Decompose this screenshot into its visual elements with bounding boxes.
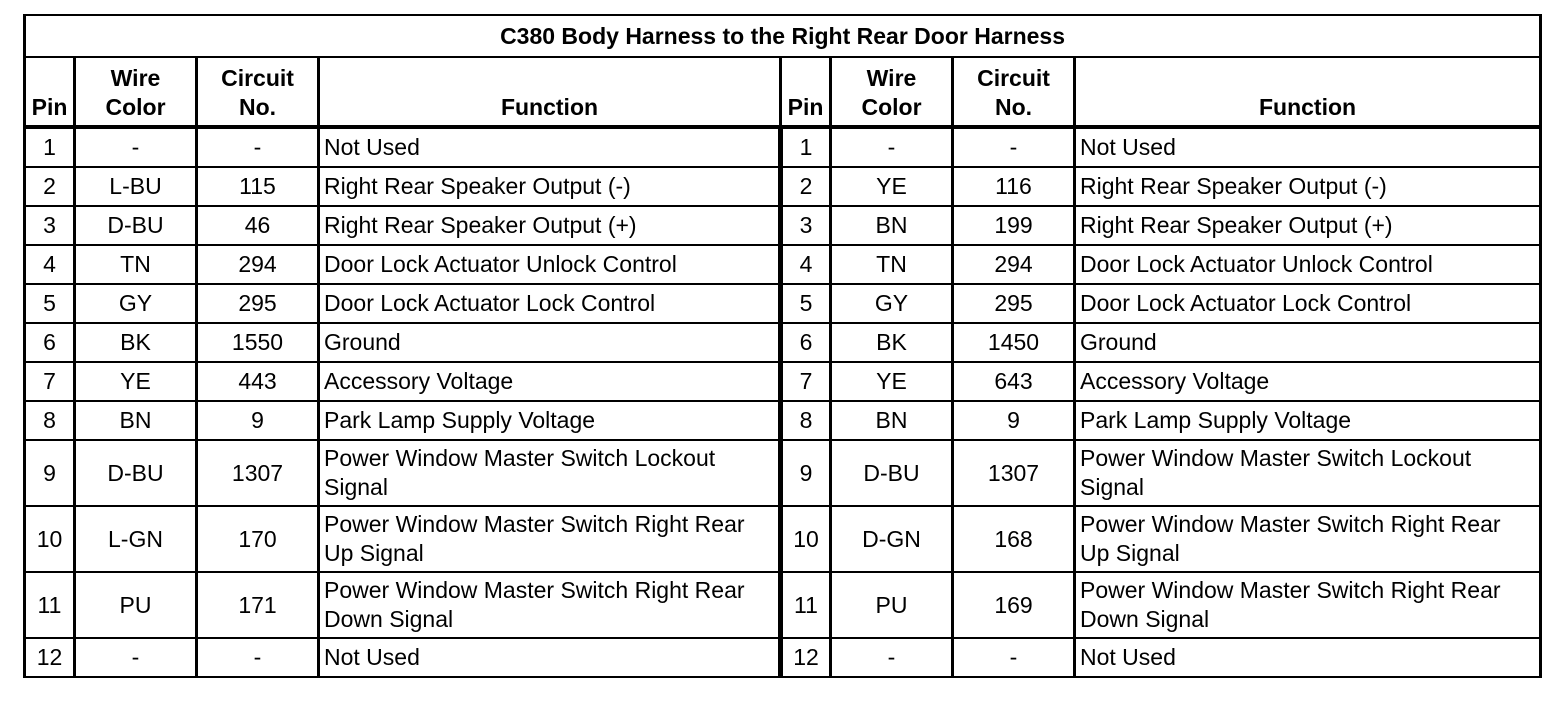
function-cell-left: Accessory Voltage — [319, 362, 781, 401]
table-row — [25, 638, 1541, 677]
circuit-no-cell-left: 115 — [197, 167, 319, 206]
table-row — [25, 401, 1541, 440]
table-row — [25, 245, 1541, 284]
wire-color-cell-left: TN — [75, 245, 197, 284]
wire-color-cell-right: BN — [831, 206, 953, 245]
header-circuit-no-right — [953, 57, 1075, 127]
wire-color-cell-left: GY — [75, 284, 197, 323]
circuit-no-cell-right: 294 — [953, 245, 1075, 284]
table-row — [25, 362, 1541, 401]
function-cell-left: Ground — [319, 323, 781, 362]
pin-cell-left: 10 — [25, 506, 75, 572]
circuit-no-cell-right: 9 — [953, 401, 1075, 440]
pin-cell-right: 8 — [781, 401, 831, 440]
wire-color-cell-left: BK — [75, 323, 197, 362]
header-pin-right: Pin — [781, 57, 831, 127]
function-cell-right: Accessory Voltage — [1075, 362, 1541, 401]
circuit-no-cell-left: 443 — [197, 362, 319, 401]
header-text: No. — [238, 94, 277, 120]
pin-cell-left: 12 — [25, 638, 75, 677]
pin-cell-right: 4 — [781, 245, 831, 284]
header-text: Wire — [866, 65, 917, 91]
circuit-no-cell-left: - — [197, 638, 319, 677]
header-text: Circuit — [977, 65, 1050, 91]
column-header-row — [25, 57, 1541, 127]
pin-cell-right: 10 — [781, 506, 831, 572]
header-function-right: Function — [1075, 57, 1541, 127]
function-cell-right: Ground — [1075, 323, 1541, 362]
header-wire-color-right — [831, 57, 953, 127]
wire-color-cell-left: PU — [75, 572, 197, 638]
wire-color-cell-right: PU — [831, 572, 953, 638]
circuit-no-cell-right: 169 — [953, 572, 1075, 638]
pin-cell-right: 2 — [781, 167, 831, 206]
function-cell-right: Park Lamp Supply Voltage — [1075, 401, 1541, 440]
function-cell-right: Not Used — [1075, 638, 1541, 677]
function-cell-right: Door Lock Actuator Lock Control — [1075, 284, 1541, 323]
function-cell-right: Right Rear Speaker Output (+) — [1075, 206, 1541, 245]
table-row — [25, 127, 1541, 167]
function-cell-left: Door Lock Actuator Lock Control — [319, 284, 781, 323]
pin-cell-left: 2 — [25, 167, 75, 206]
function-cell-left: Power Window Master Switch Lockout Signal — [319, 440, 781, 506]
connector-pinout-table — [23, 14, 1542, 678]
circuit-no-cell-left: 1307 — [197, 440, 319, 506]
table-row — [25, 284, 1541, 323]
table-row — [25, 323, 1541, 362]
table-row — [25, 506, 1541, 572]
header-text: Color — [105, 94, 166, 120]
function-cell-right: Power Window Master Switch Right Rear Up Signal — [1075, 506, 1541, 572]
wire-color-cell-right: BN — [831, 401, 953, 440]
function-cell-left: Right Rear Speaker Output (-) — [319, 167, 781, 206]
table-row — [25, 572, 1541, 638]
pin-cell-right: 9 — [781, 440, 831, 506]
header-text: Color — [861, 94, 922, 120]
circuit-no-cell-left: 295 — [197, 284, 319, 323]
pin-cell-right: 5 — [781, 284, 831, 323]
pin-cell-left: 8 — [25, 401, 75, 440]
function-cell-right: Right Rear Speaker Output (-) — [1075, 167, 1541, 206]
pin-cell-left: 6 — [25, 323, 75, 362]
circuit-no-cell-right: 199 — [953, 206, 1075, 245]
wire-color-cell-left: D-BU — [75, 206, 197, 245]
pin-cell-left: 1 — [25, 127, 75, 167]
wire-color-cell-right: - — [831, 638, 953, 677]
header-text: No. — [994, 94, 1033, 120]
pin-rows — [25, 127, 1541, 677]
wire-color-cell-left: - — [75, 638, 197, 677]
wire-color-cell-left: L-BU — [75, 167, 197, 206]
pin-cell-left: 4 — [25, 245, 75, 284]
wire-color-cell-left: - — [75, 127, 197, 167]
function-cell-left: Not Used — [319, 638, 781, 677]
wire-color-cell-left: BN — [75, 401, 197, 440]
pin-cell-left: 5 — [25, 284, 75, 323]
pin-cell-left: 7 — [25, 362, 75, 401]
wire-color-cell-right: - — [831, 127, 953, 167]
pin-cell-right: 11 — [781, 572, 831, 638]
wire-color-cell-left: YE — [75, 362, 197, 401]
circuit-no-cell-left: 170 — [197, 506, 319, 572]
function-cell-left: Power Window Master Switch Right Rear Down Signal — [319, 572, 781, 638]
wire-color-cell-right: YE — [831, 362, 953, 401]
wire-color-cell-left: D-BU — [75, 440, 197, 506]
circuit-no-cell-left: - — [197, 127, 319, 167]
header-text: Circuit — [221, 65, 294, 91]
circuit-no-cell-right: 295 — [953, 284, 1075, 323]
wire-color-cell-right: TN — [831, 245, 953, 284]
table-row — [25, 440, 1541, 506]
header-function-left: Function — [319, 57, 781, 127]
circuit-no-cell-right: - — [953, 638, 1075, 677]
circuit-no-cell-right: 643 — [953, 362, 1075, 401]
circuit-no-cell-left: 171 — [197, 572, 319, 638]
circuit-no-cell-right: 116 — [953, 167, 1075, 206]
circuit-no-cell-left: 1550 — [197, 323, 319, 362]
function-cell-left: Right Rear Speaker Output (+) — [319, 206, 781, 245]
pin-cell-left: 9 — [25, 440, 75, 506]
function-cell-left: Door Lock Actuator Unlock Control — [319, 245, 781, 284]
pin-cell-right: 3 — [781, 206, 831, 245]
table-title: C380 Body Harness to the Right Rear Door Harness — [25, 15, 1541, 57]
wire-color-cell-right: BK — [831, 323, 953, 362]
function-cell-left: Not Used — [319, 127, 781, 167]
table-row — [25, 206, 1541, 245]
pin-cell-right: 6 — [781, 323, 831, 362]
wire-color-cell-right: D-BU — [831, 440, 953, 506]
header-pin-left: Pin — [25, 57, 75, 127]
circuit-no-cell-right: 168 — [953, 506, 1075, 572]
function-cell-left: Park Lamp Supply Voltage — [319, 401, 781, 440]
function-cell-right: Door Lock Actuator Unlock Control — [1075, 245, 1541, 284]
table-row — [25, 167, 1541, 206]
wire-color-cell-left: L-GN — [75, 506, 197, 572]
function-cell-left: Power Window Master Switch Right Rear Up Signal — [319, 506, 781, 572]
pin-cell-right: 12 — [781, 638, 831, 677]
wire-color-cell-right: YE — [831, 167, 953, 206]
pin-cell-left: 11 — [25, 572, 75, 638]
circuit-no-cell-right: 1307 — [953, 440, 1075, 506]
circuit-no-cell-left: 46 — [197, 206, 319, 245]
wire-color-cell-right: D-GN — [831, 506, 953, 572]
pin-cell-right: 1 — [781, 127, 831, 167]
pin-cell-left: 3 — [25, 206, 75, 245]
function-cell-right: Power Window Master Switch Right Rear Down Signal — [1075, 572, 1541, 638]
header-circuit-no-left — [197, 57, 319, 127]
wire-color-cell-right: GY — [831, 284, 953, 323]
circuit-no-cell-left: 9 — [197, 401, 319, 440]
header-wire-color-left — [75, 57, 197, 127]
function-cell-right: Not Used — [1075, 127, 1541, 167]
circuit-no-cell-left: 294 — [197, 245, 319, 284]
function-cell-right: Power Window Master Switch Lockout Signal — [1075, 440, 1541, 506]
circuit-no-cell-right: - — [953, 127, 1075, 167]
header-text: Wire — [110, 65, 161, 91]
pin-cell-right: 7 — [781, 362, 831, 401]
circuit-no-cell-right: 1450 — [953, 323, 1075, 362]
